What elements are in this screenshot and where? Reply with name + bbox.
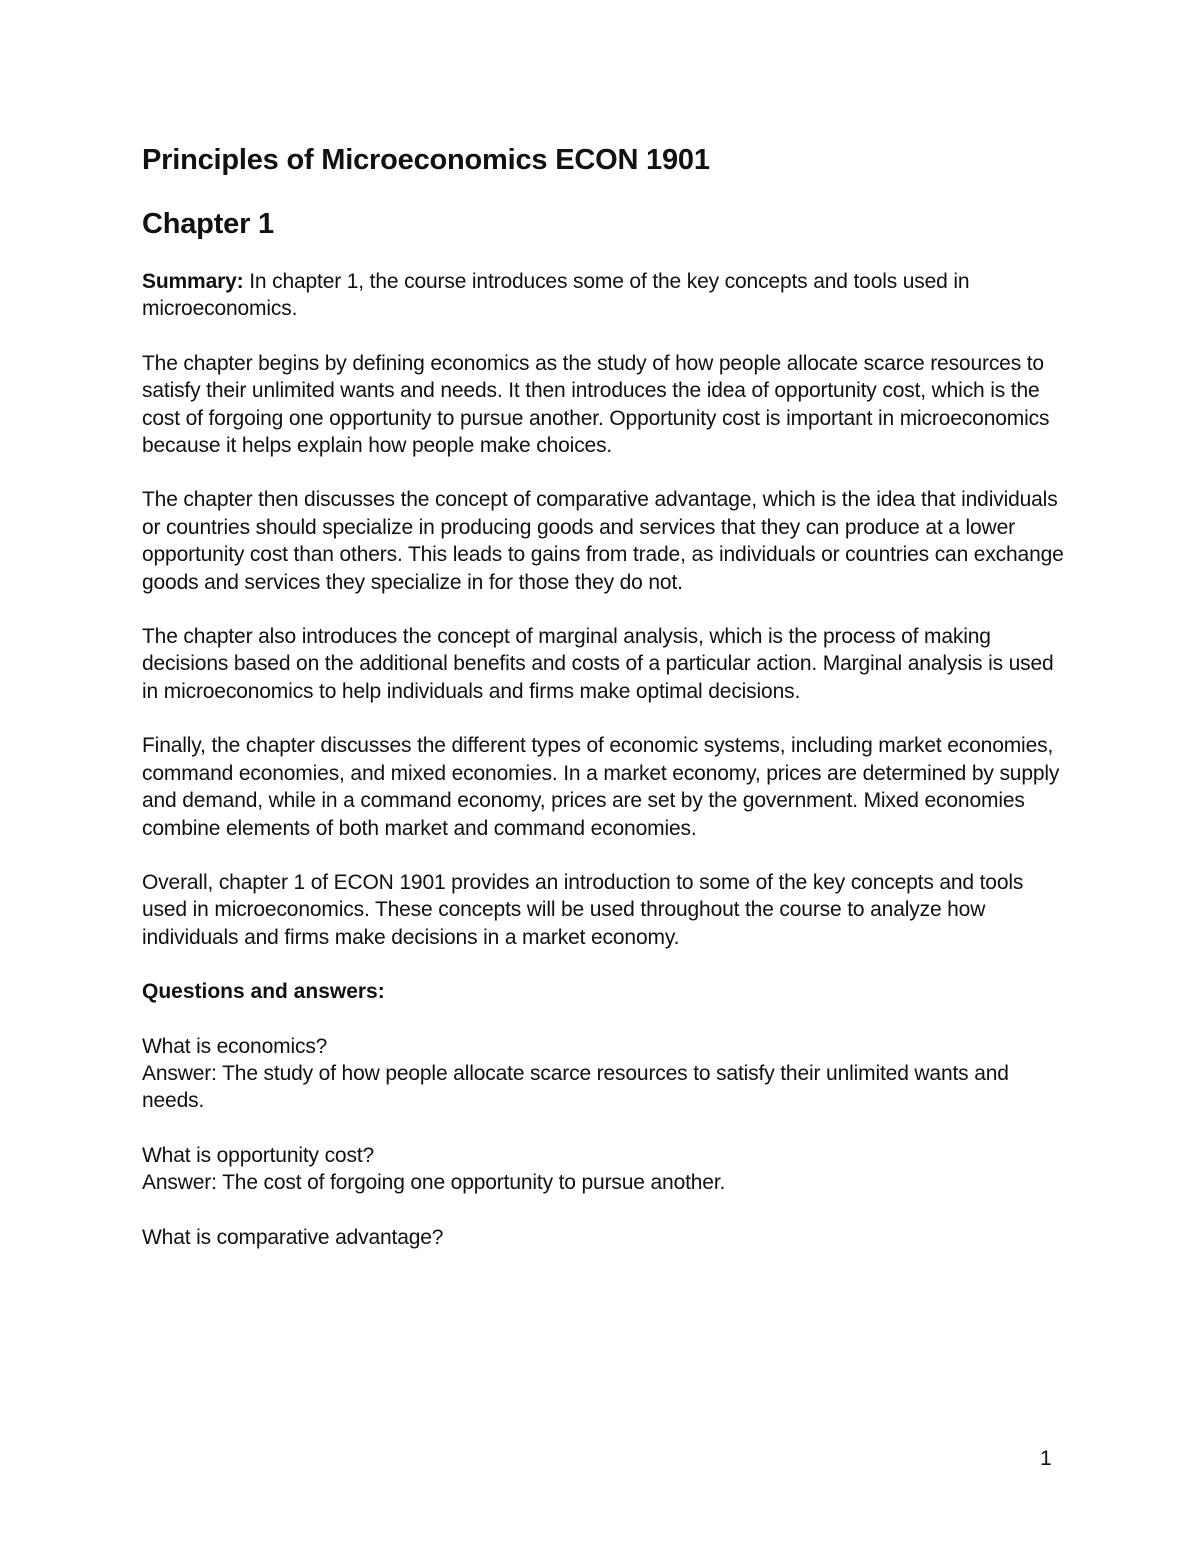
qa-question: What is opportunity cost? [142, 1143, 375, 1167]
qa-question: What is comparative advantage? [142, 1225, 444, 1249]
document-title: Principles of Microeconomics ECON 1901 [142, 144, 710, 176]
document-page [142, 140, 1072, 1251]
body-paragraph: The chapter then discusses the concept of comparative advantage, which is the idea that individuals or countries should specialize in producing goods and services that they can produce at a lower opportunity cost than others. This leads to gains from trade, as individuals or countries can exchange goods and services they specialize in for those they do not. [142, 488, 1064, 594]
body-paragraph: Finally, the chapter discusses the different types of economic systems, including market economies, command economies, and mixed economies. In a market economy, prices are determined by supply and demand, while in a command economy, prices are set by the government. Mixed economies combine elements of both market and command economies. [142, 734, 1060, 840]
body-paragraph: The chapter also introduces the concept of marginal analysis, which is the process of making decisions based on the additional benefits and costs of a particular action. Marginal analysis is used in microeconomics to help individuals and firms make optimal decisions. [142, 625, 1054, 703]
qa-answer: Answer: The study of how people allocate scarce resources to satisfy their unlimited wants and needs. [142, 1061, 1009, 1113]
body-paragraph: The chapter begins by defining economics as the study of how people allocate scarce resources to satisfy their unlimited wants and needs. It then introduces the idea of opportunity cost, which is the cost of forgoing one opportunity to pursue another. Opportunity cost is important in microeconomics because it helps explain how people make choices. [142, 351, 1050, 458]
qa-item [142, 1033, 1072, 1115]
qa-item [142, 1142, 1072, 1197]
qa-heading: Questions and answers: [142, 980, 385, 1004]
chapter-heading: Chapter 1 [142, 208, 274, 240]
summary-paragraph [142, 268, 1072, 323]
body-paragraph: Overall, chapter 1 of ECON 1901 provides an introduction to some of the key concepts and tools used in microeconomics. These concepts will be used throughout the course to analyze how individuals and firms make decisions in a market economy. [142, 870, 1024, 949]
qa-item [142, 1224, 1072, 1251]
summary-label: Summary: [142, 270, 244, 293]
page-number: 1 [1040, 1447, 1052, 1470]
qa-question: What is economics? [142, 1034, 328, 1058]
summary-text: In chapter 1, the course introduces some of the key concepts and tools used in microeconomics. [142, 270, 970, 321]
qa-answer: Answer: The cost of forgoing one opportunity to pursue another. [142, 1171, 726, 1195]
